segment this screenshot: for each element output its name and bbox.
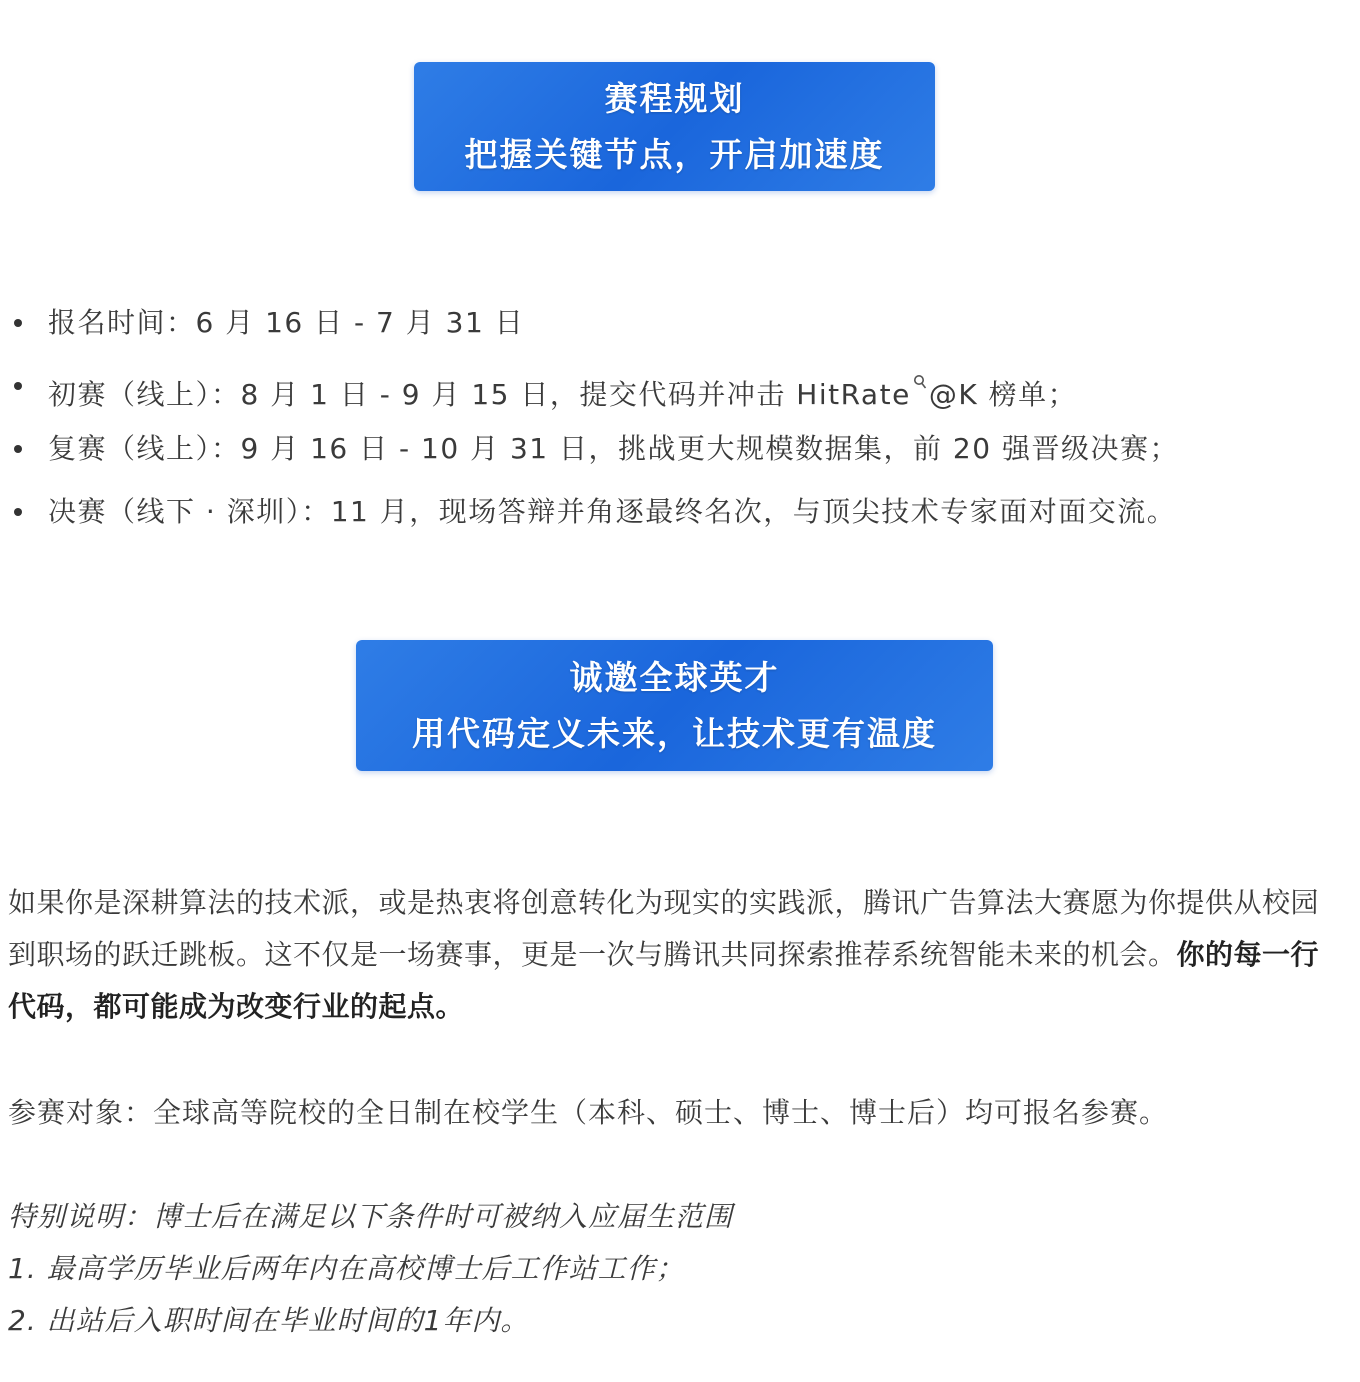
list-item [0, 417, 1340, 480]
schedule-banner-title: 赛程规划 [604, 78, 745, 118]
invite-banner-subtitle: 用代码定义未来，让技术更有温度 [412, 713, 937, 753]
schedule-item-preliminary-suffix: @K 榜单； [928, 378, 1078, 411]
schedule-list [0, 291, 1340, 543]
bullet-icon [14, 445, 22, 453]
eligibility-paragraph: 参赛对象：全球高等院校的全日制在校学生（本科、硕士、博士、博士后）均可报名参赛。 [8, 1096, 1169, 1129]
invite-banner-title: 诚邀全球英才 [569, 657, 780, 697]
special-note [8, 1191, 1338, 1347]
schedule-item-final: 决赛（线下 · 深圳）：11 月，现场答辩并角逐最终名次，与顶尖技术专家面对面交流。 [48, 495, 1177, 528]
special-note-title: 特别说明：博士后在满足以下条件时可被纳入应届生范围 [8, 1200, 734, 1233]
intro-bold-text: 你的每一行代码，都可能成为改变行业的起点。 [8, 938, 1320, 1023]
special-note-item: 2. 出站后入职时间在毕业时间的1年内。 [8, 1304, 530, 1337]
intro-text: 如果你是深耕算法的技术派，或是热衷将创意转化为现实的实践派，腾讯广告算法大赛愿为你提供从校园到职场的跃迁跳板。这不仅是一场赛事，更是一次与腾讯共同探索推荐系统智能未来的机会。 [8, 886, 1320, 971]
schedule-banner-subtitle: 把握关键节点，开启加速度 [464, 134, 885, 174]
list-item [0, 354, 1340, 417]
schedule-item-semifinal: 复赛（线上）：9 月 16 日 - 10 月 31 日，挑战更大规模数据集，前 20 强晋级决赛； [48, 432, 1179, 465]
list-item [0, 480, 1340, 543]
invite-banner [356, 640, 993, 771]
special-note-item: 1. 最高学历毕业后两年内在高校博士后工作站工作； [8, 1252, 685, 1285]
list-item [0, 291, 1340, 354]
schedule-item-preliminary: 初赛（线上）：8 月 1 日 - 9 月 15 日，提交代码并冲击 HitRate [48, 378, 911, 411]
bullet-icon [14, 508, 22, 516]
schedule-banner [414, 62, 935, 191]
bullet-icon [14, 319, 22, 327]
bullet-icon [14, 382, 22, 390]
search-icon[interactable] [913, 354, 927, 417]
schedule-item-registration: 报名时间：6 月 16 日 - 7 月 31 日 [48, 306, 525, 339]
intro-paragraph [8, 877, 1338, 1033]
